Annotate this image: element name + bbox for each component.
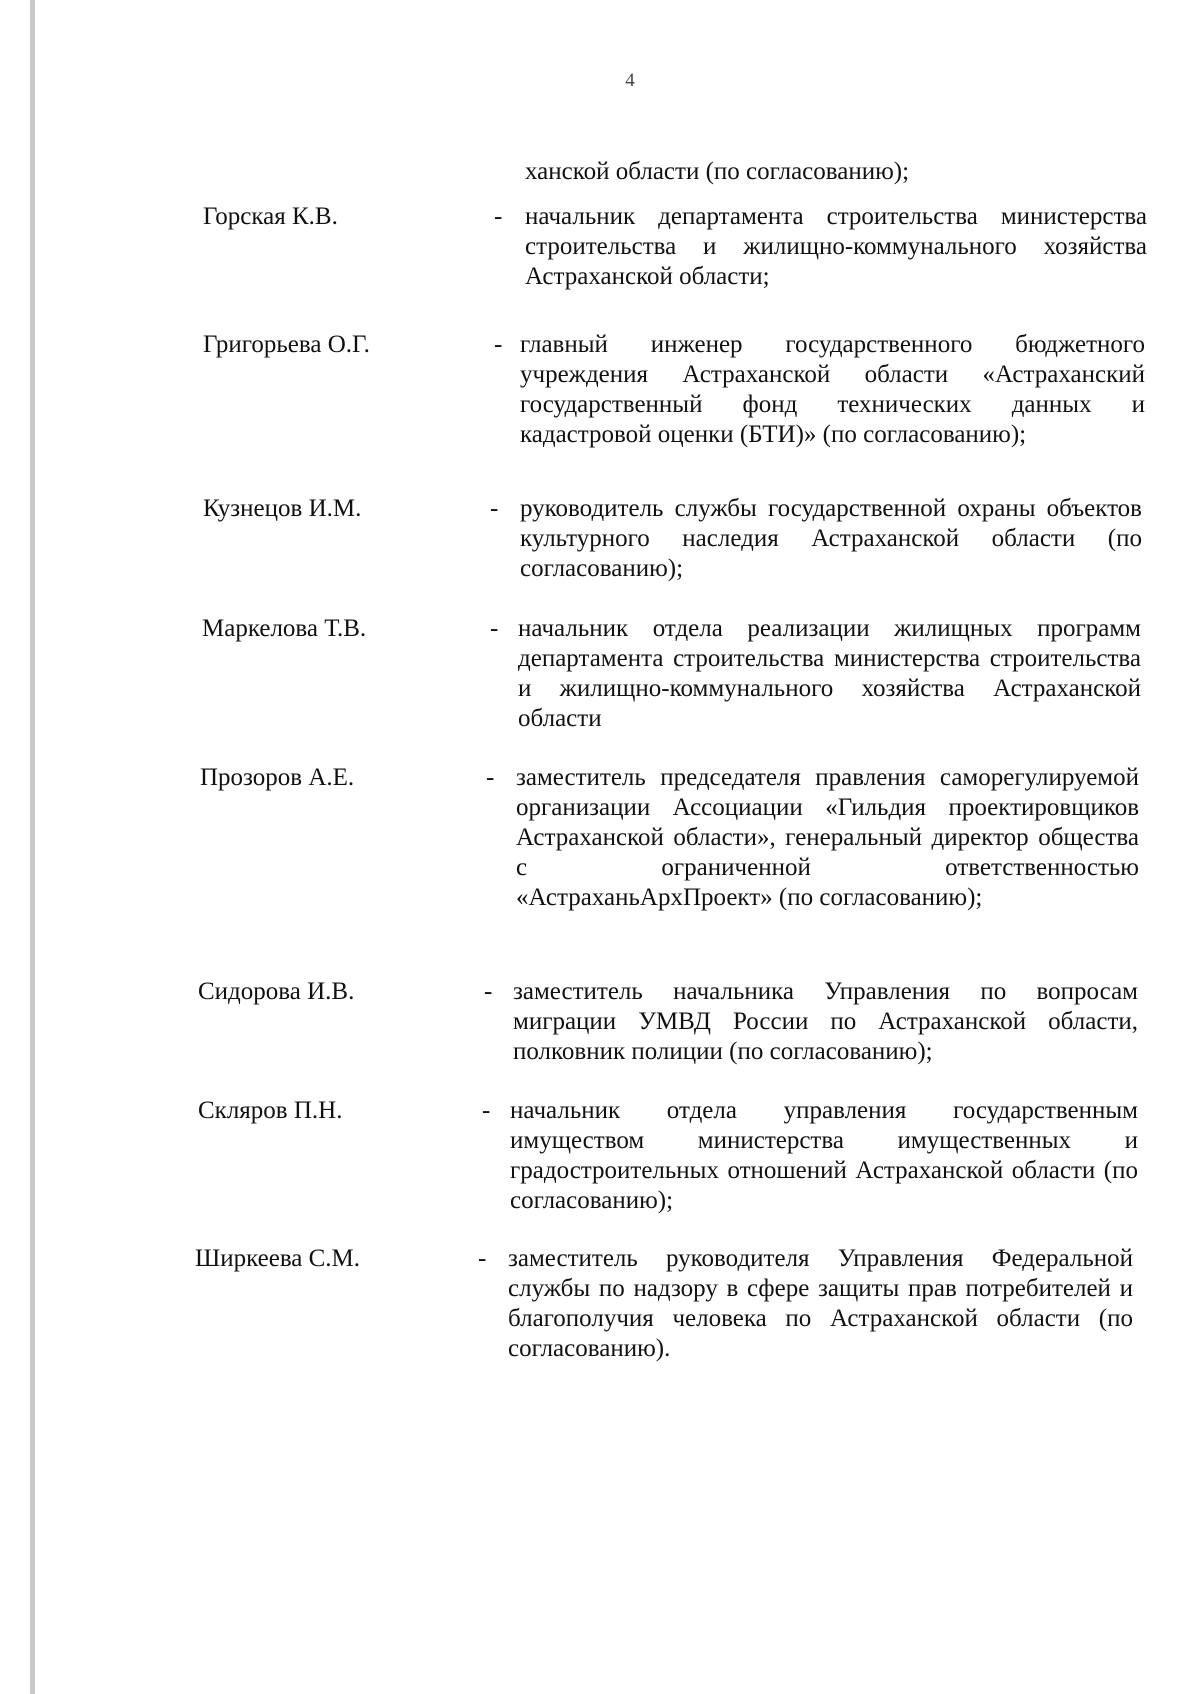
- member-name: Сидорова И.В.: [198, 978, 355, 1005]
- member-name: Маркелова Т.В.: [202, 615, 367, 642]
- member-description: главный инженер государственного бюджетного учреждения Астраханской области «Астраханский государственный фонд технических данных и кадастровой оценки (БТИ)» (по согласованию);: [520, 331, 1145, 448]
- member-name: Григорьева О.Г.: [203, 331, 370, 358]
- member-name: Прозоров А.Е.: [200, 764, 355, 791]
- member-description: руководитель службы государственной охраны объектов культурного наследия Астраханской области (по согласованию);: [520, 495, 1142, 582]
- member-dash: -: [490, 495, 499, 522]
- member-dash: -: [486, 764, 495, 791]
- member-dash: -: [494, 331, 503, 358]
- member-dash: -: [482, 1097, 491, 1124]
- page-number: 4: [625, 70, 635, 91]
- member-description: начальник отдела реализации жилищных программ департамента строительства министерства строительства и жилищно-коммунального хозяйства Астраханской области: [518, 615, 1141, 732]
- continuation-text: ханской области (по согласованию);: [525, 158, 910, 185]
- member-description: заместитель председателя правления саморегулируемой организации Ассоциации «Гильдия проектировщиков Астраханской области», генеральный директор общества с ограниченной ответственностью «АстраханьАрхПроект» (по согласованию);: [516, 764, 1139, 911]
- member-dash: -: [490, 615, 499, 642]
- member-dash: -: [494, 203, 503, 230]
- member-description: начальник департамента строительства министерства строительства и жилищно-коммунального хозяйства Астраханской области;: [525, 203, 1147, 290]
- member-description: заместитель руководителя Управления Федеральной службы по надзору в сфере защиты прав потребителей и благополучия человека по Астраханской области (по согласованию).: [508, 1245, 1133, 1362]
- member-description: начальник отдела управления государственным имуществом министерства имущественных и градостроительных отношений Астраханской области (по согласованию);: [510, 1097, 1138, 1214]
- member-dash: -: [478, 1245, 487, 1272]
- scan-margin-line: [30, 0, 35, 1694]
- member-dash: -: [484, 978, 493, 1005]
- member-name: Кузнецов И.М.: [203, 495, 362, 522]
- member-name: Горская К.В.: [203, 203, 338, 230]
- member-description: заместитель начальника Управления по вопросам миграции УМВД России по Астраханской области, полковник полиции (по согласованию);: [513, 978, 1138, 1065]
- member-name: Ширкеева С.М.: [195, 1245, 361, 1272]
- member-name: Скляров П.Н.: [198, 1097, 343, 1124]
